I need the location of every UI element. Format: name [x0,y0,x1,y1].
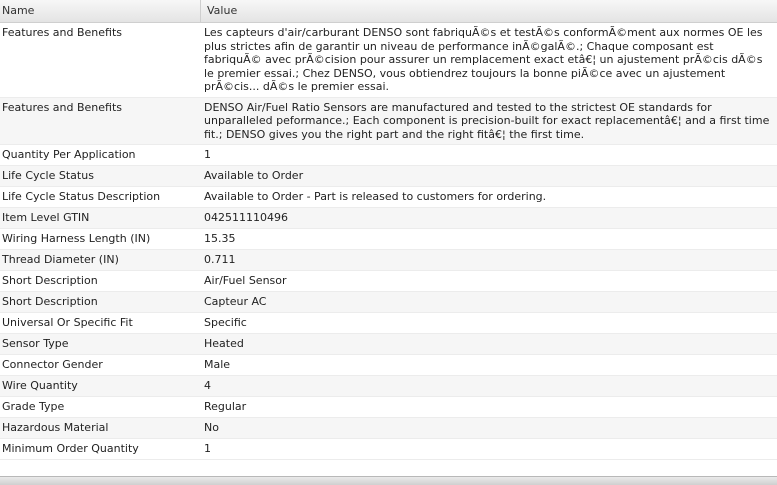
table-row[interactable] [0,313,777,334]
attribute-name-cell: Minimum Order Quantity [2,442,139,455]
table-row[interactable] [0,166,777,187]
attribute-value-cell: 15.35 [204,232,236,245]
attribute-value-cell: 042511110496 [204,211,288,224]
attribute-name-cell: Life Cycle Status [2,169,94,182]
attribute-name-cell: Features and Benefits [2,100,123,114]
table-body [0,23,777,460]
table-row[interactable] [0,23,777,98]
table-row[interactable] [0,250,777,271]
attribute-name-cell: Features and Benefits [2,26,123,39]
attribute-value-cell: Male [204,358,231,371]
table-row[interactable] [0,376,777,397]
attribute-name-cell: Short Description [2,274,98,287]
table-header [0,0,777,23]
table-row[interactable] [0,397,777,418]
attribute-value-cell: Heated [204,337,244,350]
attribute-name-cell: Life Cycle Status Description [2,190,161,203]
attribute-value-cell: Les capteurs d'air/carburant DENSO sont fabriquÃ©s et testÃ©s conformÃ©ment aux normes OE les plus strictes afin de garantir un niveau de performance inÃ©galÃ©.; Chaque composant est fabriquÃ© avec prÃ©cision pour assurer un remplacement exact etâ€¦ un ajustement prÃ©cis dÃ©s le premier essai.; Chez DENSO, vous obtiendrez toujours la bonne piÃ©ce avec un ajustement prÃ©cis... dÃ©s le premier essai. [204,26,763,93]
attribute-value-cell: Capteur AC [204,295,267,308]
attribute-value-cell: 1 [204,148,211,161]
attribute-value-cell: Available to Order [204,169,304,182]
table-row[interactable] [0,98,777,146]
attribute-name-cell: Item Level GTIN [2,211,90,224]
table-row[interactable] [0,418,777,439]
attribute-value-cell: 0.711 [204,253,236,266]
attribute-value-cell: Regular [204,400,247,413]
table-row[interactable] [0,145,777,166]
table-row[interactable] [0,355,777,376]
attribute-name-cell: Wiring Harness Length (IN) [2,232,151,245]
attribute-name-cell: Hazardous Material [2,421,109,434]
attribute-value-cell: DENSO Air/Fuel Ratio Sensors are manufactured and tested to the strictest OE standards for unparalleled peformance.; Each component is precision-built for exact replacementâ€¦ and a first time fit.; DENSO gives you the right part and the right fitâ€¦ the first time. [204,100,770,141]
column-header-name[interactable]: Name [0,0,201,22]
attribute-value-cell: 4 [204,379,211,392]
attribute-value-cell: 1 [204,442,211,455]
attribute-name-cell: Universal Or Specific Fit [2,316,133,329]
table-row[interactable] [0,271,777,292]
attribute-name-cell: Wire Quantity [2,379,78,392]
attribute-name-cell: Connector Gender [2,358,103,371]
table-row[interactable] [0,187,777,208]
table-row[interactable] [0,229,777,250]
column-header-value[interactable]: Value [207,4,238,17]
attribute-name-cell: Grade Type [2,400,65,413]
attribute-value-cell: Air/Fuel Sensor [204,274,287,287]
attribute-value-cell: Specific [204,316,247,329]
attribute-value-cell: Available to Order - Part is released to customers for ordering. [204,190,547,203]
table-row[interactable] [0,208,777,229]
table-row[interactable] [0,292,777,313]
attribute-name-cell: Quantity Per Application [2,148,136,161]
attribute-name-cell: Short Description [2,295,98,308]
table-row[interactable] [0,334,777,355]
attribute-name-cell: Thread Diameter (IN) [2,253,119,266]
attribute-name-cell: Sensor Type [2,337,69,350]
table-row[interactable] [0,439,777,460]
attribute-value-cell: No [204,421,219,434]
